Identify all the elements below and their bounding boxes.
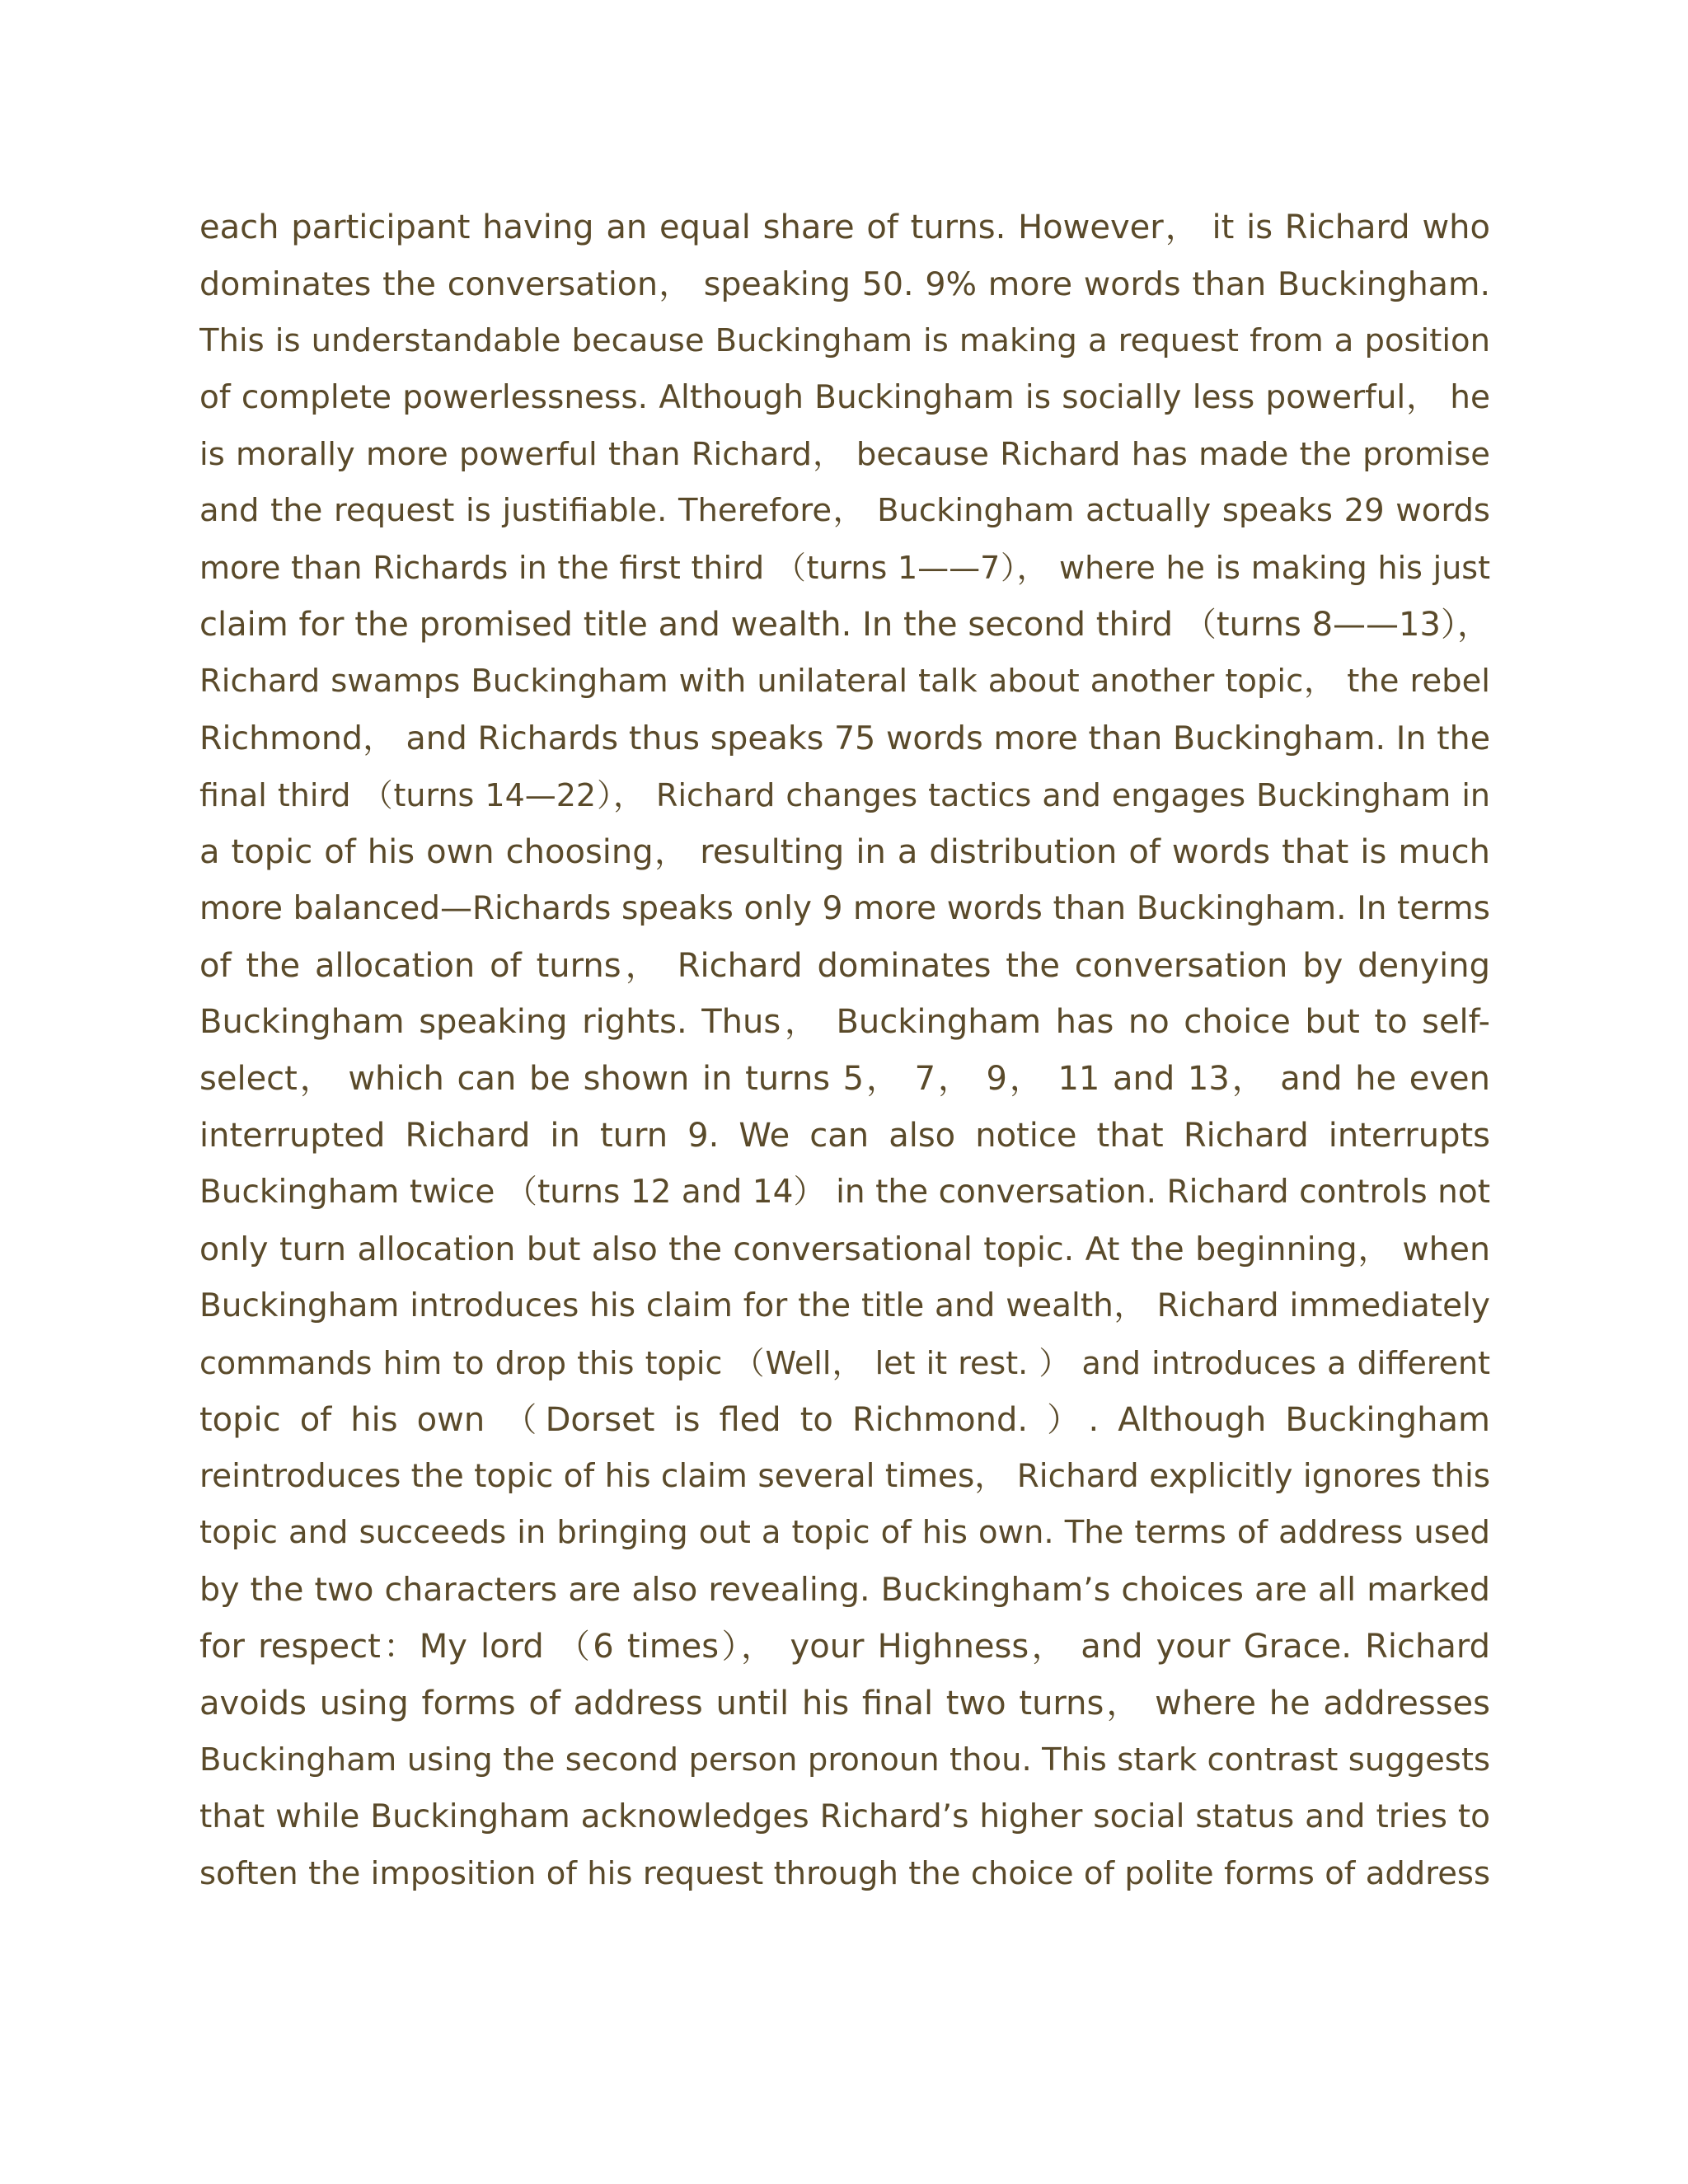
text-line: that while Buckingham acknowledges Richard’s higher social status and tries to bbox=[199, 1797, 1490, 1835]
text-line: Buckingham speaking rights. Thus， Buckingham has no choice but to self- bbox=[199, 1003, 1490, 1042]
text-line: Buckingham twice （turns 12 and 14） in the conversation. Richard controls not bbox=[199, 1174, 1490, 1212]
text-line: final third （turns 14—22）， Richard changes tactics and engages Buckingham in bbox=[199, 776, 1490, 813]
text-line: only turn allocation but also the conversational topic. At the beginning， when bbox=[199, 1230, 1490, 1269]
text-line: dominates the conversation， speaking 50. 9% more words than Buckingham. bbox=[199, 265, 1490, 303]
text-line: interrupted Richard in turn 9. We can also notice that Richard interrupts bbox=[199, 1117, 1490, 1155]
text-line: of complete powerlessness. Although Buckingham is socially less powerful， he bbox=[199, 378, 1490, 416]
text-line: by the two characters are also revealing. Buckingham’s choices are all marked bbox=[199, 1571, 1490, 1610]
text-line: reintroduces the topic of his claim several times， Richard explicitly ignores this bbox=[199, 1457, 1490, 1495]
text-line: more than Richards in the first third （turns 1——7）， where he is making his just bbox=[199, 550, 1490, 587]
body-paragraph bbox=[199, 199, 1490, 1903]
text-line: more balanced—Richards speaks only 9 more words than Buckingham. In terms bbox=[199, 889, 1490, 927]
text-line: Buckingham introduces his claim for the title and wealth， Richard immediately bbox=[199, 1286, 1490, 1324]
text-line: of the allocation of turns， Richard dominates the conversation by denying bbox=[199, 946, 1490, 985]
text-line: commands him to drop this topic （Well， let it rest. ） and introduces a different bbox=[199, 1344, 1490, 1381]
text-line: Richmond， and Richards thus speaks 75 words more than Buckingham. In the bbox=[199, 719, 1490, 758]
text-line: topic and succeeds in bringing out a topic of his own. The terms of address used bbox=[199, 1514, 1490, 1552]
text-line: topic of his own （Dorset is fled to Richmond. ）. Although Buckingham bbox=[199, 1400, 1490, 1439]
text-line: soften the imposition of his request through the choice of polite forms of address bbox=[199, 1854, 1490, 1892]
text-line: each participant having an equal share of turns. However， it is Richard who bbox=[199, 209, 1490, 246]
text-line: for respect：My lord （6 times）， your Highness， and your Grace. Richard bbox=[199, 1628, 1490, 1666]
text-line: and the request is justifiable. Therefore， Buckingham actually speaks 29 words bbox=[199, 492, 1490, 530]
text-line: This is understandable because Buckingham is making a request from a position bbox=[199, 321, 1490, 359]
text-line: claim for the promised title and wealth. In the second third （turns 8——13）， bbox=[199, 606, 1490, 644]
text-line: is morally more powerful than Richard， because Richard has made the promise bbox=[199, 435, 1490, 473]
text-line: Richard swamps Buckingham with unilateral talk about another topic， the rebel bbox=[199, 663, 1490, 701]
text-line: a topic of his own choosing， resulting in a distribution of words that is much bbox=[199, 832, 1490, 871]
text-line: Buckingham using the second person pronoun thou. This stark contrast suggests bbox=[199, 1741, 1490, 1779]
text-line: avoids using forms of address until his final two turns， where he addresses bbox=[199, 1685, 1490, 1723]
text-line: select， which can be shown in turns 5， 7， 9， 11 and 13， and he even bbox=[199, 1060, 1490, 1099]
